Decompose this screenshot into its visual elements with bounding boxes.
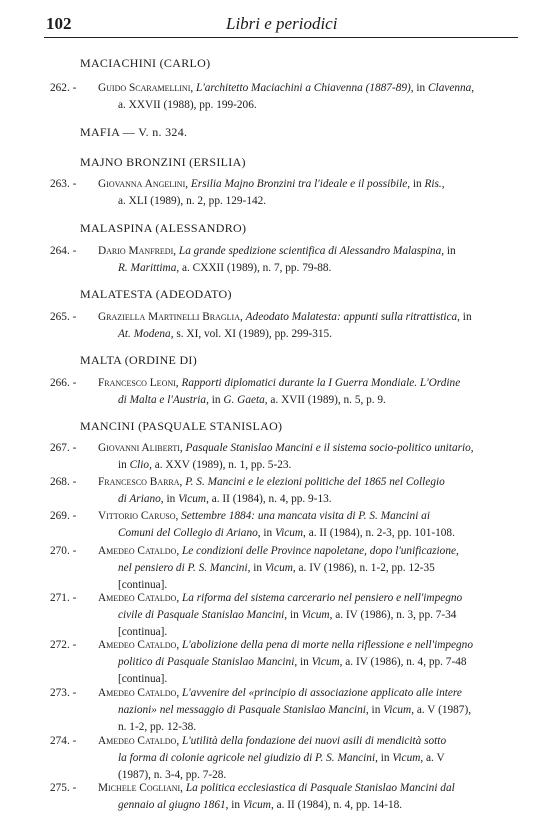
section-heading: MANCINI (PASQUALE STANISLAO) bbox=[80, 419, 283, 433]
entry-line bbox=[98, 637, 473, 654]
entry-text: , a. V (1987), bbox=[411, 704, 472, 716]
entry-text: , a. II (1984), n. 4, pp. 9-13. bbox=[206, 493, 332, 505]
entry-title: Adeodato Malatesta: appunti sulla ritrattistica bbox=[245, 311, 458, 323]
entry-title: Ris. bbox=[424, 178, 442, 190]
entry-text: , a. II (1984), n. 4, pp. 14-18. bbox=[270, 799, 403, 811]
entry-line bbox=[98, 780, 455, 797]
entry-text: , bbox=[180, 782, 186, 794]
running-title: Libri e periodici bbox=[226, 14, 338, 33]
entry-line bbox=[118, 797, 402, 814]
entry-number: 273. - bbox=[50, 687, 77, 699]
entry-line bbox=[98, 733, 446, 750]
entry-line bbox=[118, 607, 456, 624]
entry-title: At. Modena bbox=[118, 328, 171, 340]
entry-author: Amedeo Cataldo bbox=[98, 687, 177, 699]
entry-text: , a. IV (1986), n. 3, pp. 7-34 bbox=[329, 609, 457, 621]
entry-title: G. Gaeta bbox=[223, 394, 265, 406]
entry-title: Rapporti diplomatici durante la I Guerra Mondiale. L'Ordine bbox=[181, 377, 461, 389]
entry-text: , in bbox=[441, 245, 456, 257]
entry-text: [continua]. bbox=[118, 626, 168, 638]
entry-line bbox=[118, 260, 331, 277]
entry-line bbox=[98, 176, 445, 193]
entry-number: 265. - bbox=[50, 311, 77, 323]
entry-text: , in bbox=[160, 493, 179, 505]
entry-text: , bbox=[179, 442, 186, 454]
entry-title: Pasquale Stanislao Mancini e il sistema socio-politico unitario bbox=[185, 442, 471, 454]
entry-text: , a. XVII (1989), n. 5, p. 9. bbox=[264, 394, 386, 406]
section-heading: MAFIA — V. n. 324. bbox=[80, 125, 188, 139]
entry-text: a. XLI (1989), n. 2, pp. 129-142. bbox=[118, 195, 267, 207]
entry-author: Graziella Martinelli Braglia bbox=[98, 311, 240, 323]
entry-line bbox=[118, 457, 291, 474]
entry-text: , a. II (1984), n. 2-3, pp. 101-108. bbox=[303, 527, 455, 539]
entry-text: , a. IV (1986), n. 1-2, pp. 12-35 bbox=[292, 562, 435, 574]
header-rule bbox=[44, 37, 518, 38]
entry-line bbox=[118, 326, 332, 343]
entry-text: , in bbox=[457, 311, 472, 323]
entry-text: a. XXVII (1988), pp. 199-206. bbox=[118, 99, 257, 111]
entry-line bbox=[118, 193, 266, 210]
entry-line bbox=[98, 80, 474, 97]
entry-text: , in bbox=[247, 562, 265, 574]
entry-title: R. Marittima bbox=[118, 262, 177, 274]
entry-line bbox=[118, 392, 386, 409]
entry-text: , in bbox=[365, 704, 384, 716]
entry-number: 262. - bbox=[50, 82, 77, 94]
entry-title: Vicum bbox=[178, 493, 207, 505]
section-heading: MACIACHINI (CARLO) bbox=[80, 56, 211, 70]
section-heading: MALASPINA (ALESSANDRO) bbox=[80, 221, 247, 235]
entry-text: , in bbox=[257, 527, 276, 539]
entry-line bbox=[118, 702, 471, 719]
entry-text: , in bbox=[225, 799, 243, 811]
entry-title: politico di Pasquale Stanislao Mancini bbox=[118, 656, 295, 668]
entry-author: Amedeo Cataldo bbox=[98, 735, 177, 747]
entry-title: di Ariano bbox=[118, 493, 161, 505]
entry-line bbox=[98, 543, 459, 560]
entry-text: , bbox=[179, 476, 186, 488]
entry-line bbox=[118, 525, 455, 542]
entry-line bbox=[118, 750, 445, 767]
entry-title: la forma di colonie agricole nel giudizio di P. S. Mancini bbox=[118, 752, 376, 764]
entry-title: di Malta e l'Austria bbox=[118, 394, 207, 406]
entry-text: , in bbox=[294, 656, 312, 668]
entry-text: , a. IV (1986), n. 4, pp. 7-48 bbox=[339, 656, 467, 668]
entry-text: , bbox=[176, 545, 182, 557]
entry-text: [continua]. bbox=[118, 673, 168, 685]
entry-line bbox=[98, 508, 430, 525]
entry-title: Vicum bbox=[311, 656, 340, 668]
entry-title: L'abolizione della pena di morte nella riflessione e nell'impegno bbox=[181, 639, 473, 651]
entry-title: Settembre 1884: una mancata visita di P. S. Mancini ai bbox=[181, 510, 430, 522]
entry-title: Le condizioni delle Province napoletane, dopo l'unificazione, bbox=[181, 545, 459, 557]
entry-title: Vicum bbox=[242, 799, 271, 811]
entry-text: , a. CXXII (1989), n. 7, pp. 79-88. bbox=[176, 262, 332, 274]
entry-author: Amedeo Cataldo bbox=[98, 592, 177, 604]
entry-author: Giovanna Angelini bbox=[98, 178, 186, 190]
entry-text: , bbox=[176, 592, 182, 604]
entry-number: 271. - bbox=[50, 592, 77, 604]
entry-title: Vicum bbox=[301, 609, 330, 621]
entry-line bbox=[98, 474, 445, 491]
entry-text: (1987), n. 3-4, pp. 7-28. bbox=[118, 769, 227, 781]
entry-line bbox=[98, 685, 462, 702]
entry-text: , bbox=[185, 178, 191, 190]
entry-text: , bbox=[176, 735, 182, 747]
entry-line bbox=[118, 97, 257, 114]
entry-title: Vicum bbox=[275, 527, 304, 539]
page-number: 102 bbox=[46, 14, 72, 33]
entry-text: , bbox=[470, 442, 474, 454]
entry-title: Vicum bbox=[264, 562, 293, 574]
entry-title: P. S. Mancini e le elezioni politiche del 1865 nel Collegio bbox=[185, 476, 445, 488]
entry-text: , a. XXV (1989), n. 1, pp. 5-23. bbox=[149, 459, 292, 471]
entry-text: , bbox=[176, 687, 182, 699]
entry-title: Clio bbox=[129, 459, 150, 471]
page-header bbox=[46, 14, 518, 38]
entry-text: , s. XI, vol. XI (1989), pp. 299-315. bbox=[170, 328, 332, 340]
entry-title: gennaio al giugno 1861 bbox=[118, 799, 226, 811]
entry-author: Amedeo Cataldo bbox=[98, 545, 177, 557]
entry-line bbox=[118, 654, 467, 671]
entry-line bbox=[98, 440, 474, 457]
entry-text: , bbox=[175, 377, 182, 389]
section-heading: MAJNO BRONZINI (ERSILIA) bbox=[80, 155, 246, 169]
entry-number: 274. - bbox=[50, 735, 77, 747]
entry-line bbox=[118, 491, 332, 508]
entry-title: Vicum bbox=[392, 752, 421, 764]
entry-title: L'architetto Maciachini a Chiavenna (1887-89) bbox=[196, 82, 411, 94]
entry-text: , in bbox=[375, 752, 393, 764]
entry-text: , in bbox=[407, 178, 425, 190]
entry-title: Clavenna, bbox=[428, 82, 475, 94]
entry-text: , bbox=[190, 82, 197, 94]
entry-line bbox=[98, 309, 472, 326]
entry-number: 263. - bbox=[50, 178, 77, 190]
entry-text: in bbox=[118, 459, 130, 471]
entry-text: , bbox=[175, 510, 182, 522]
entry-title: La riforma del sistema carcerario nel pensiero e nell'impegno bbox=[181, 592, 463, 604]
entry-text: , in bbox=[206, 394, 224, 406]
entry-text: , bbox=[173, 245, 179, 257]
entry-author: Guido Scaramellini bbox=[98, 82, 191, 94]
entry-number: 264. - bbox=[50, 245, 77, 257]
entry-title: nazioni» nel messaggio di Pasquale Stanislao Mancini bbox=[118, 704, 366, 716]
entry-line bbox=[98, 590, 462, 607]
entry-text: , a. V bbox=[420, 752, 445, 764]
entry-text: , bbox=[240, 311, 246, 323]
entry-number: 267. - bbox=[50, 442, 77, 454]
entry-author: Dario Manfredi bbox=[98, 245, 174, 257]
entry-title: nel pensiero di P. S. Mancini bbox=[118, 562, 248, 574]
entry-text: , bbox=[176, 639, 182, 651]
entry-text: , in bbox=[410, 82, 429, 94]
entry-number: 268. - bbox=[50, 476, 77, 488]
entry-line bbox=[98, 375, 460, 392]
entry-text: , bbox=[441, 178, 445, 190]
entry-title: La grande spedizione scientifica di Alessandro Malaspina bbox=[178, 245, 442, 257]
entry-line bbox=[118, 560, 435, 577]
entry-number: 266. - bbox=[50, 377, 77, 389]
entry-author: Amedeo Cataldo bbox=[98, 639, 177, 651]
entry-author: Francesco Barra bbox=[98, 476, 180, 488]
entry-line bbox=[98, 243, 456, 260]
entry-author: Giovanni Aliberti bbox=[98, 442, 180, 454]
entry-author: Michele Cogliani bbox=[98, 782, 181, 794]
entry-title: La politica ecclesiastica di Pasquale Stanislao Mancini dal bbox=[185, 782, 455, 794]
entry-title: Ersilia Majno Bronzini tra l'ideale e il possibile bbox=[190, 178, 408, 190]
entry-title: Vicum bbox=[383, 704, 412, 716]
entry-text: n. 1-2, pp. 12-38. bbox=[118, 721, 197, 733]
entry-text: , in bbox=[284, 609, 302, 621]
section-heading: MALTA (ORDINE DI) bbox=[80, 353, 198, 367]
entry-title: L'avvenire del «principio di associazione applicato alle intere bbox=[181, 687, 462, 699]
entry-text: [continua]. bbox=[118, 579, 168, 591]
entry-number: 269. - bbox=[50, 510, 77, 522]
entry-author: Vittorio Caruso bbox=[98, 510, 176, 522]
section-heading: MALATESTA (ADEODATO) bbox=[80, 287, 232, 301]
entry-number: 270. - bbox=[50, 545, 77, 557]
entry-number: 275. - bbox=[50, 782, 77, 794]
entry-title: Comuni del Collegio di Ariano bbox=[118, 527, 258, 539]
entry-number: 272. - bbox=[50, 639, 77, 651]
entry-author: Francesco Leoni bbox=[98, 377, 176, 389]
entry-title: L'utilità della fondazione dei nuovi asili di mendicità sotto bbox=[181, 735, 447, 747]
entry-title: civile di Pasquale Stanislao Mancini bbox=[118, 609, 285, 621]
